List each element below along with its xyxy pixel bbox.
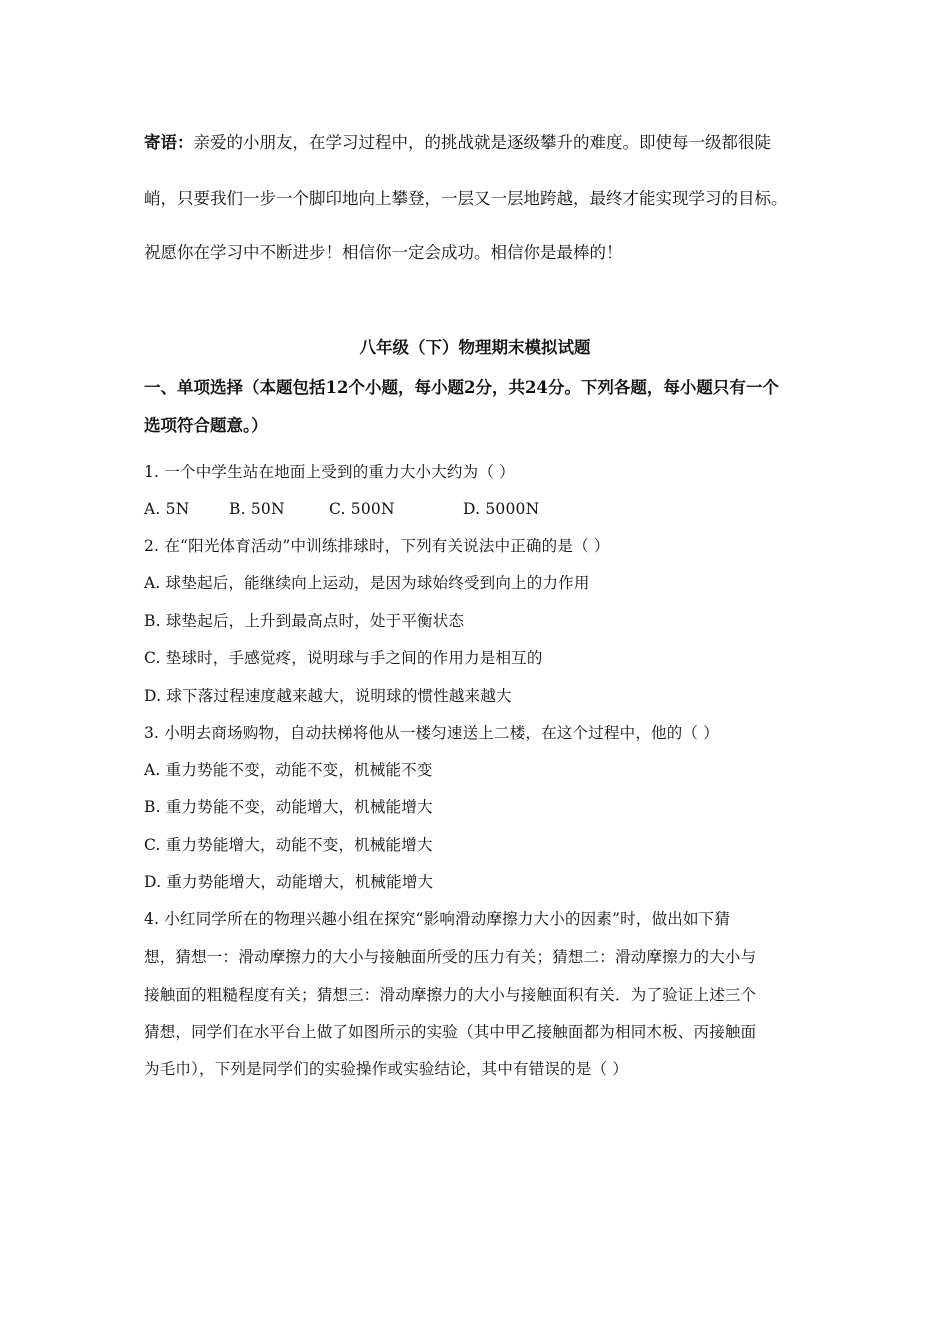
question-4-line-5: 为毛巾），下列是同学们的实验操作或实验结论，其中有错误的是（ ） [144,1060,629,1078]
intro-line-2: 峭，只要我们一步一个脚印地向上攀登，一层又一层地跨越，最终才能实现学习的目标。 [144,189,788,208]
question-1-option-a: A. 5N [144,500,190,518]
question-1-option-c: C. 500N [329,500,395,518]
question-4-line-3: 接触面的粗糙程度有关；猜想三：滑动摩擦力的大小与接触面积有关．为了验证上述三个 [144,986,757,1004]
question-3-option-d: D. 重力势能增大，动能增大，机械能增大 [144,873,434,891]
question-4-line-4: 猜想，同学们在水平台上做了如图所示的实验（其中甲乙接触面都为相同木板、丙接触面 [144,1023,757,1041]
question-4-line-1: 4. 小红同学所在的物理兴趣小组在探究“影响滑动摩擦力大小的因素”时，做出如下猜 [144,910,731,928]
question-2-option-c: C. 垫球时，手感觉疼，说明球与手之间的作用力是相互的 [144,649,543,667]
question-3-option-c: C. 重力势能增大，动能不变，机械能增大 [144,836,433,854]
intro-text-1: 亲爱的小朋友，在学习过程中，的挑战就是逐级攀升的难度。即使每一级都很陡 [193,133,771,152]
question-1-stem: 1. 一个中学生站在地面上受到的重力大小大约为（ ） [144,463,515,481]
intro-label: 寄语： [144,133,194,152]
question-1-option-b: B. 50N [229,500,285,518]
question-3-option-a: A. 重力势能不变，动能不变，机械能不变 [144,761,433,779]
question-1-options [144,499,539,519]
exam-title: 八年级（下）物理期末模拟试题 [359,338,591,357]
question-2-option-a: A. 球垫起后，能继续向上运动，是因为球始终受到向上的力作用 [144,574,590,592]
question-4-line-2: 想，猜想一：滑动摩擦力的大小与接触面所受的压力有关；猜想二：滑动摩擦力的大小与 [144,948,757,966]
question-3-option-b: B. 重力势能不变，动能增大，机械能增大 [144,798,433,816]
question-2-option-d: D. 球下落过程速度越来越大，说明球的惯性越来越大 [144,687,512,705]
intro-line-3: 祝愿你在学习中不断进步！相信你一定会成功。相信你是最棒的！ [144,243,623,262]
intro-line-1 [144,133,771,153]
question-3-stem: 3. 小明去商场购物，自动扶梯将他从一楼匀速送上二楼，在这个过程中，他的（ ） [144,724,719,742]
section-heading-line-2: 选项符合题意。） [144,416,268,435]
question-1-option-d: D. 5000N [463,500,540,518]
section-heading-line-1: 一、单项选择（本题包括12个小题，每小题2分，共24分。下列各题，每小题只有一个 [144,378,779,397]
question-2-option-b: B. 球垫起后，上升到最高点时，处于平衡状态 [144,612,465,630]
question-2-stem: 2. 在“阳光体育活动”中训练排球时，下列有关说法中正确的是（ ） [144,537,610,555]
